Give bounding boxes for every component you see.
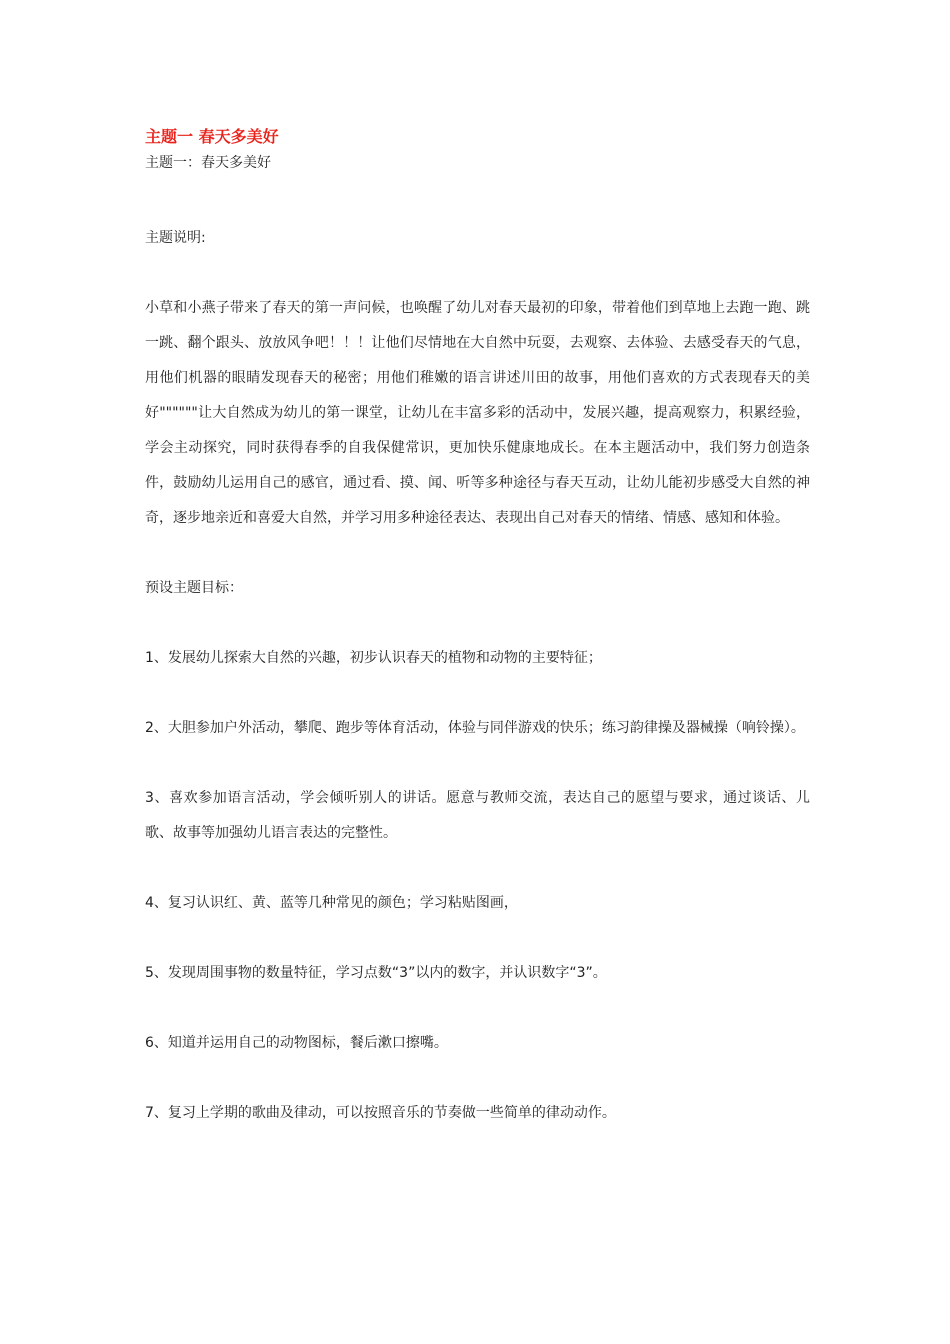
document-subtitle: 主题一：春天多美好 [145,155,271,171]
goal-item: 2、大胆参加户外活动，攀爬、跑步等体育活动，体验与同伴游戏的快乐；练习韵律操及器械操（响铃操）。 [145,720,805,736]
description-label: 主题说明: [145,230,206,246]
goals-label: 预设主题目标： [145,580,243,596]
goal-item: 3、喜欢参加语言活动，学会倾听别人的讲话。愿意与教师交流，表达自己的愿望与要求，通过谈话、儿歌、故事等加强幼儿语言表达的完整性。 [145,790,810,841]
goal-item: 4、复习认识红、黄、蓝等几种常见的颜色；学习粘贴图画， [145,895,518,911]
document-page [145,124,810,1131]
document-title: 主题一 春天多美好 [145,127,279,146]
goal-item: 6、知道并运用自己的动物图标，餐后漱口擦嘴。 [145,1035,448,1051]
goal-item: 1、发展幼儿探索大自然的兴趣，初步认识春天的植物和动物的主要特征； [145,650,602,666]
description-paragraph: 小草和小燕子带来了春天的第一声问候，也唤醒了幼儿对春天最初的印象，带着他们到草地上去跑一跑、跳一跳、翻个跟头、放放风争吧！！！让他们尽情地在大自然中玩耍，去观察、去体验、去感受春天的气息，用他们机器的眼睛发现春天的秘密；用他们稚嫩的语言讲述川田的故事，用他们喜欢的方式表现春天的美好""""""让大自然成为幼儿的第一课堂，让幼儿在丰富多彩的活动中，发展兴趣，提高观察力，积累经验，学会主动探究，同时获得春季的自我保健常识，更加快乐健康地成长。在本主题活动中，我们努力创造条件，鼓励幼儿运用自己的感官，通过看、摸、闻、听等多种途径与春天互动，让幼儿能初步感受大自然的神奇，逐步地亲近和喜爱大自然，并学习用多种途径表达、表现出自己对春天的情绪、情感、感知和体验。 [145,300,810,526]
goal-item: 5、发现周围事物的数量特征，学习点数“3”以内的数字，并认识数字“3”。 [145,965,607,981]
goal-item: 7、复习上学期的歌曲及律动，可以按照音乐的节奏做一些简单的律动动作。 [145,1105,616,1121]
